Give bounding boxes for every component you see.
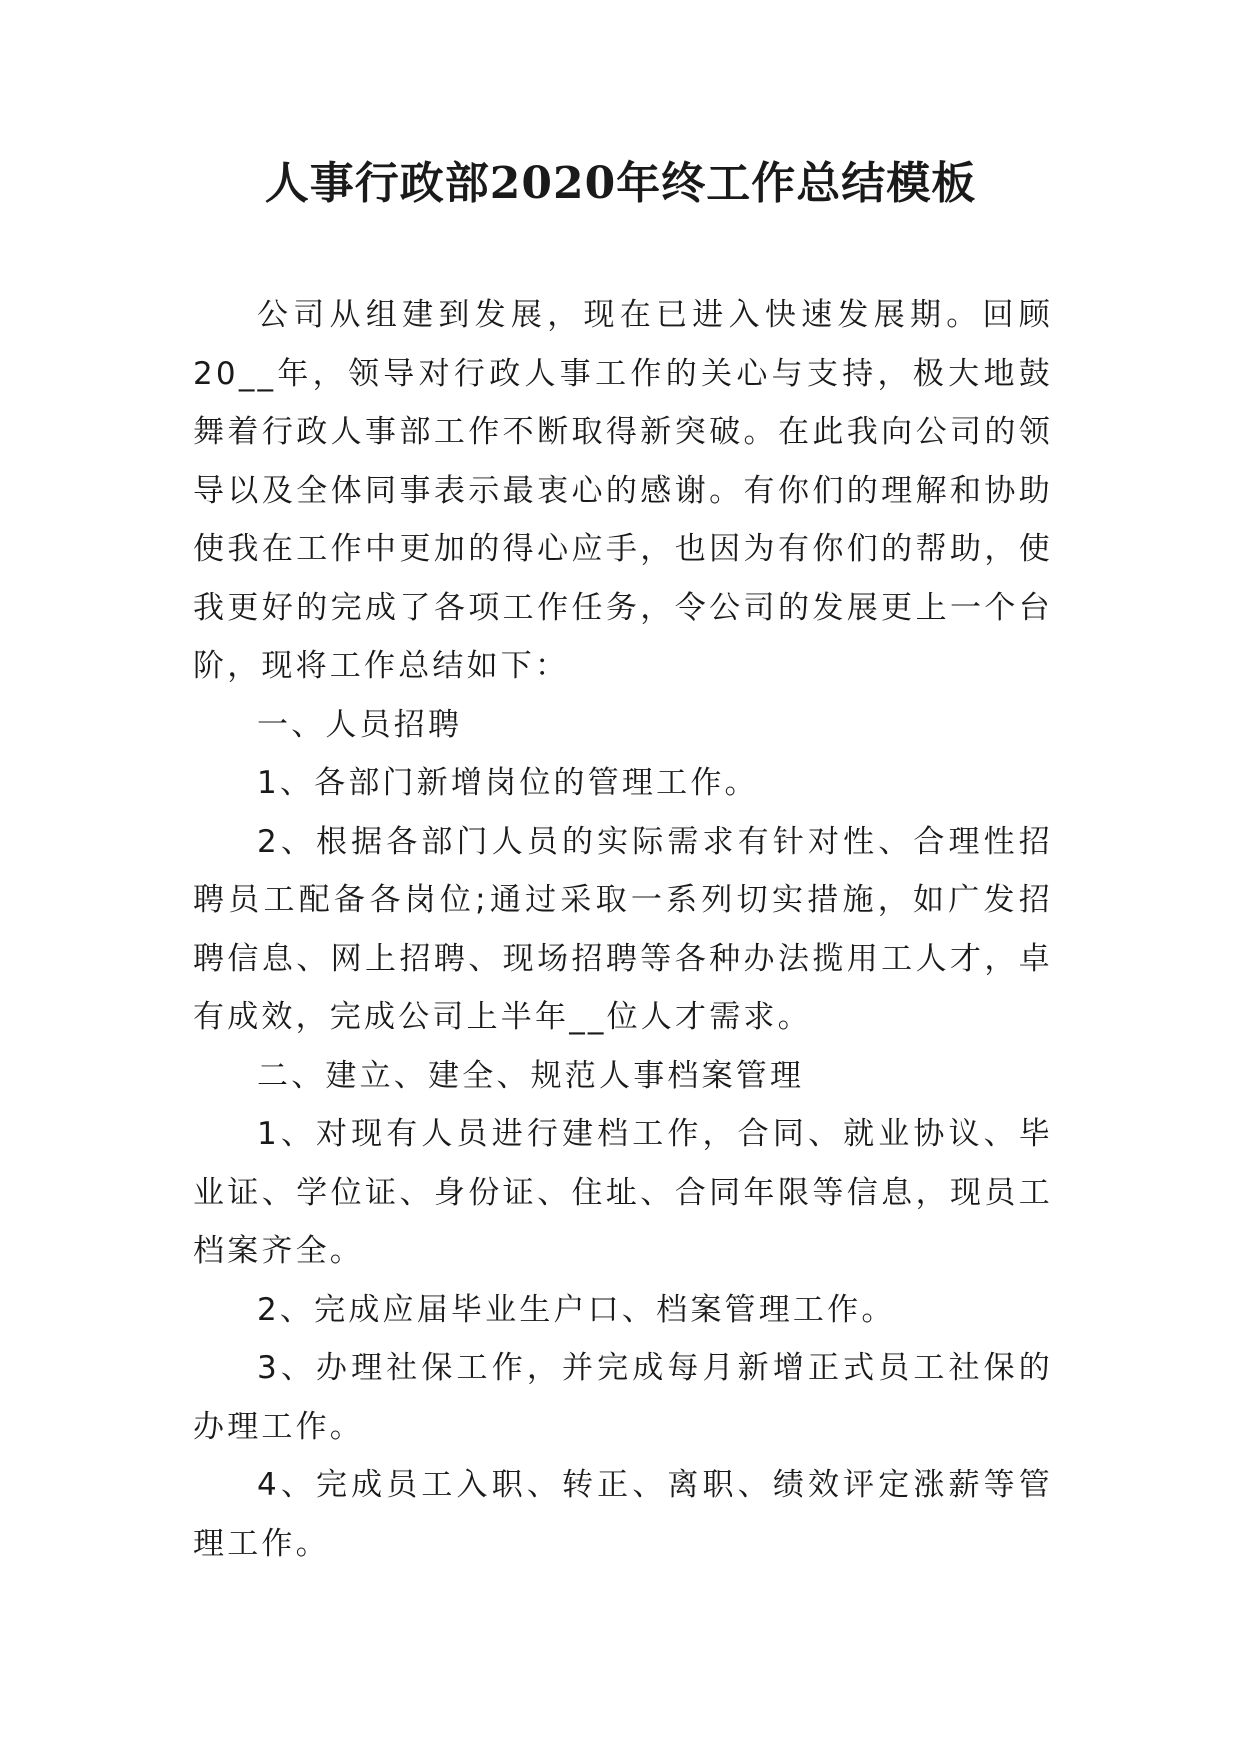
document-body — [193, 286, 1053, 1573]
recruitment-item-1: 1、各部门新增岗位的管理工作。 — [257, 765, 759, 801]
archives-item-3: 3、办理社保工作，并完成每月新增正式员工社保的办理工作。 — [193, 1350, 1053, 1445]
archives-item-2: 2、完成应届毕业生户口、档案管理工作。 — [257, 1291, 896, 1328]
intro-paragraph: 公司从组建到发展，现在已进入快速发展期。回顾20__年，领导对行政人事工作的关心与支持，极大地鼓舞着行政人事部工作不断取得新突破。在此我向公司的领导以及全体同事表示最衷心的感谢。有你们的理解和协助使我在工作中更加的得心应手，也因为有你们的帮助，使我更好的完成了各项工作任务，令公司的发展更上一个台阶，现将工作总结如下： — [193, 297, 1053, 684]
section-heading-recruitment: 一、人员招聘 — [257, 706, 463, 743]
archives-item-1: 1、对现有人员进行建档工作，合同、就业协议、毕业证、学位证、身份证、住址、合同年限等信息，现员工档案齐全。 — [193, 1116, 1053, 1269]
recruitment-item-2: 2、根据各部门人员的实际需求有针对性、合理性招聘员工配备各岗位;通过采取一系列切实措施，如广发招聘信息、网上招聘、现场招聘等各种办法揽用工人才，卓有成效，完成公司上半年__位人才需求。 — [193, 823, 1053, 1035]
section-heading-archives: 二、建立、建全、规范人事档案管理 — [257, 1057, 805, 1094]
archives-item-4: 4、完成员工入职、转正、离职、绩效评定涨薪等管理工作。 — [193, 1467, 1053, 1562]
document-title: 人事行政部2020年终工作总结模板 — [264, 158, 977, 209]
